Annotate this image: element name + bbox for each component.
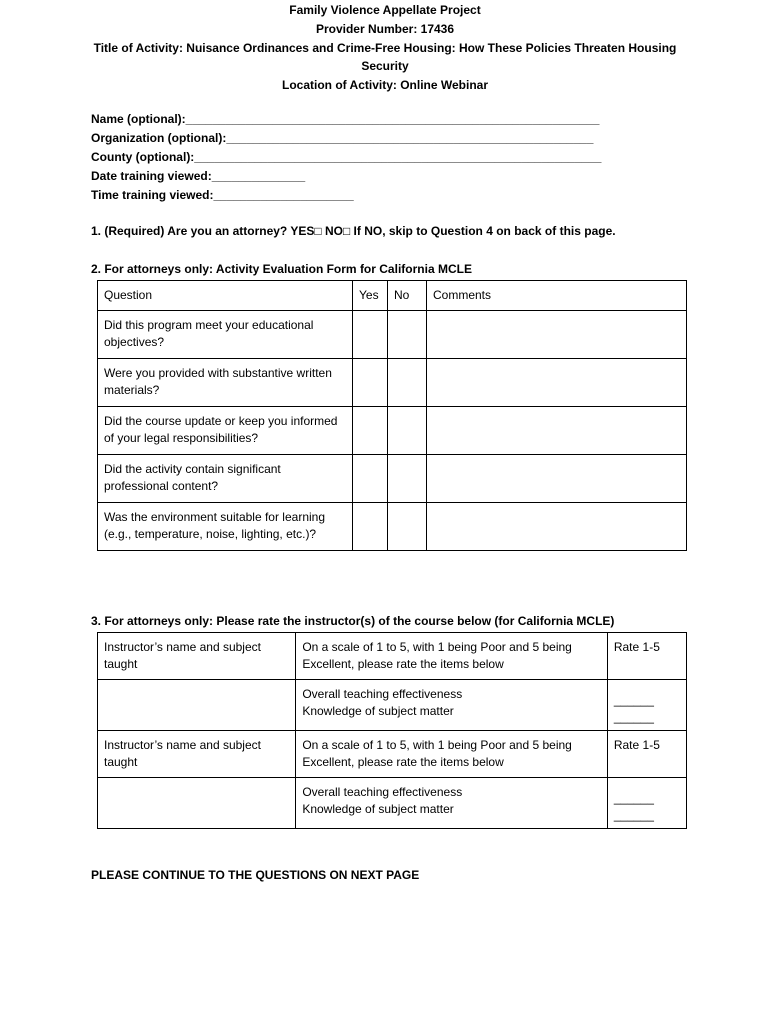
table-row bbox=[98, 680, 687, 731]
item-teaching-effectiveness: Overall teaching effectiveness bbox=[302, 785, 463, 799]
comments-cell[interactable] bbox=[427, 311, 687, 359]
scale-instructions: On a scale of 1 to 5, with 1 being Poor and 5 being Excellent, please rate the items below bbox=[296, 731, 608, 778]
question-text: Were you provided with substantive written materials? bbox=[98, 359, 353, 407]
rate-label: Rate 1-5 bbox=[607, 633, 686, 680]
comments-cell[interactable] bbox=[427, 503, 687, 551]
no-cell[interactable] bbox=[388, 311, 427, 359]
table-row bbox=[98, 731, 687, 778]
item-subject-knowledge: Knowledge of subject matter bbox=[302, 704, 454, 718]
rate-label: Rate 1-5 bbox=[607, 731, 686, 778]
yes-cell[interactable] bbox=[353, 359, 388, 407]
comments-cell[interactable] bbox=[427, 407, 687, 455]
time-viewed-field[interactable]: Time training viewed:_____________________ bbox=[91, 188, 354, 202]
organization-field[interactable]: Organization (optional):_______________________________________________________ bbox=[91, 131, 594, 145]
evaluation-table bbox=[97, 280, 687, 551]
item-subject-knowledge: Knowledge of subject matter bbox=[302, 802, 454, 816]
item-teaching-effectiveness: Overall teaching effectiveness bbox=[302, 687, 463, 701]
instructor-name-cell[interactable] bbox=[98, 680, 296, 731]
rating-blank[interactable]: ______ bbox=[613, 710, 654, 724]
rating-items bbox=[296, 680, 608, 731]
name-field[interactable]: Name (optional):______________________________________________________________ bbox=[91, 112, 600, 126]
header-question: Question bbox=[98, 281, 353, 311]
question-2-title: 2. For attorneys only: Activity Evaluation Form for California MCLE bbox=[91, 262, 472, 276]
header-yes: Yes bbox=[353, 281, 388, 311]
instructor-label: Instructor’s name and subject taught bbox=[98, 633, 296, 680]
table-row bbox=[98, 311, 687, 359]
activity-title-continued: Security bbox=[361, 59, 409, 74]
activity-title: Title of Activity: Nuisance Ordinances and Crime-Free Housing: How These Policies Threaten Housing bbox=[93, 40, 677, 55]
yes-cell[interactable] bbox=[353, 311, 388, 359]
header-comments: Comments bbox=[427, 281, 687, 311]
yes-cell[interactable] bbox=[353, 455, 388, 503]
yes-cell[interactable] bbox=[353, 503, 388, 551]
question-text: Did the course update or keep you informed of your legal responsibilities? bbox=[98, 407, 353, 455]
instructor-rating-table bbox=[97, 632, 687, 829]
rating-blank[interactable]: ______ bbox=[613, 791, 654, 805]
table-row bbox=[98, 455, 687, 503]
table-row bbox=[98, 407, 687, 455]
rating-blank[interactable]: ______ bbox=[613, 693, 654, 707]
rating-items bbox=[296, 778, 608, 829]
no-cell[interactable] bbox=[388, 407, 427, 455]
rating-blanks[interactable] bbox=[607, 680, 686, 731]
attendee-fields bbox=[91, 110, 601, 205]
table-row bbox=[98, 778, 687, 829]
table-row bbox=[98, 503, 687, 551]
instructor-label: Instructor’s name and subject taught bbox=[98, 731, 296, 778]
no-cell[interactable] bbox=[388, 503, 427, 551]
question-3-title: 3. For attorneys only: Please rate the instructor(s) of the course below (for California MCLE) bbox=[91, 614, 615, 628]
rating-blanks[interactable] bbox=[607, 778, 686, 829]
date-viewed-field[interactable]: Date training viewed:______________ bbox=[91, 169, 306, 183]
comments-cell[interactable] bbox=[427, 359, 687, 407]
county-field[interactable]: County (optional):_____________________________________________________________ bbox=[91, 150, 602, 164]
comments-cell[interactable] bbox=[427, 455, 687, 503]
instructor-name-cell[interactable] bbox=[98, 778, 296, 829]
rating-blank[interactable]: ______ bbox=[613, 808, 654, 822]
no-cell[interactable] bbox=[388, 455, 427, 503]
continue-notice: PLEASE CONTINUE TO THE QUESTIONS ON NEXT PAGE bbox=[91, 868, 420, 882]
question-1-attorney[interactable]: 1. (Required) Are you an attorney? YES□ NO□ If NO, skip to Question 4 on back of this page. bbox=[91, 224, 616, 238]
yes-cell[interactable] bbox=[353, 407, 388, 455]
scale-instructions: On a scale of 1 to 5, with 1 being Poor and 5 being Excellent, please rate the items below bbox=[296, 633, 608, 680]
table-row bbox=[98, 633, 687, 680]
table-header-row bbox=[98, 281, 687, 311]
question-text: Was the environment suitable for learning (e.g., temperature, noise, lighting, etc.)? bbox=[98, 503, 353, 551]
header-no: No bbox=[388, 281, 427, 311]
activity-location: Location of Activity: Online Webinar bbox=[281, 78, 488, 93]
organization-title: Family Violence Appellate Project bbox=[289, 3, 481, 17]
question-text: Did this program meet your educational objectives? bbox=[98, 311, 353, 359]
table-row bbox=[98, 359, 687, 407]
provider-number: Provider Number: 17436 bbox=[315, 21, 455, 36]
question-text: Did the activity contain significant professional content? bbox=[98, 455, 353, 503]
form-header bbox=[60, 1, 710, 95]
no-cell[interactable] bbox=[388, 359, 427, 407]
